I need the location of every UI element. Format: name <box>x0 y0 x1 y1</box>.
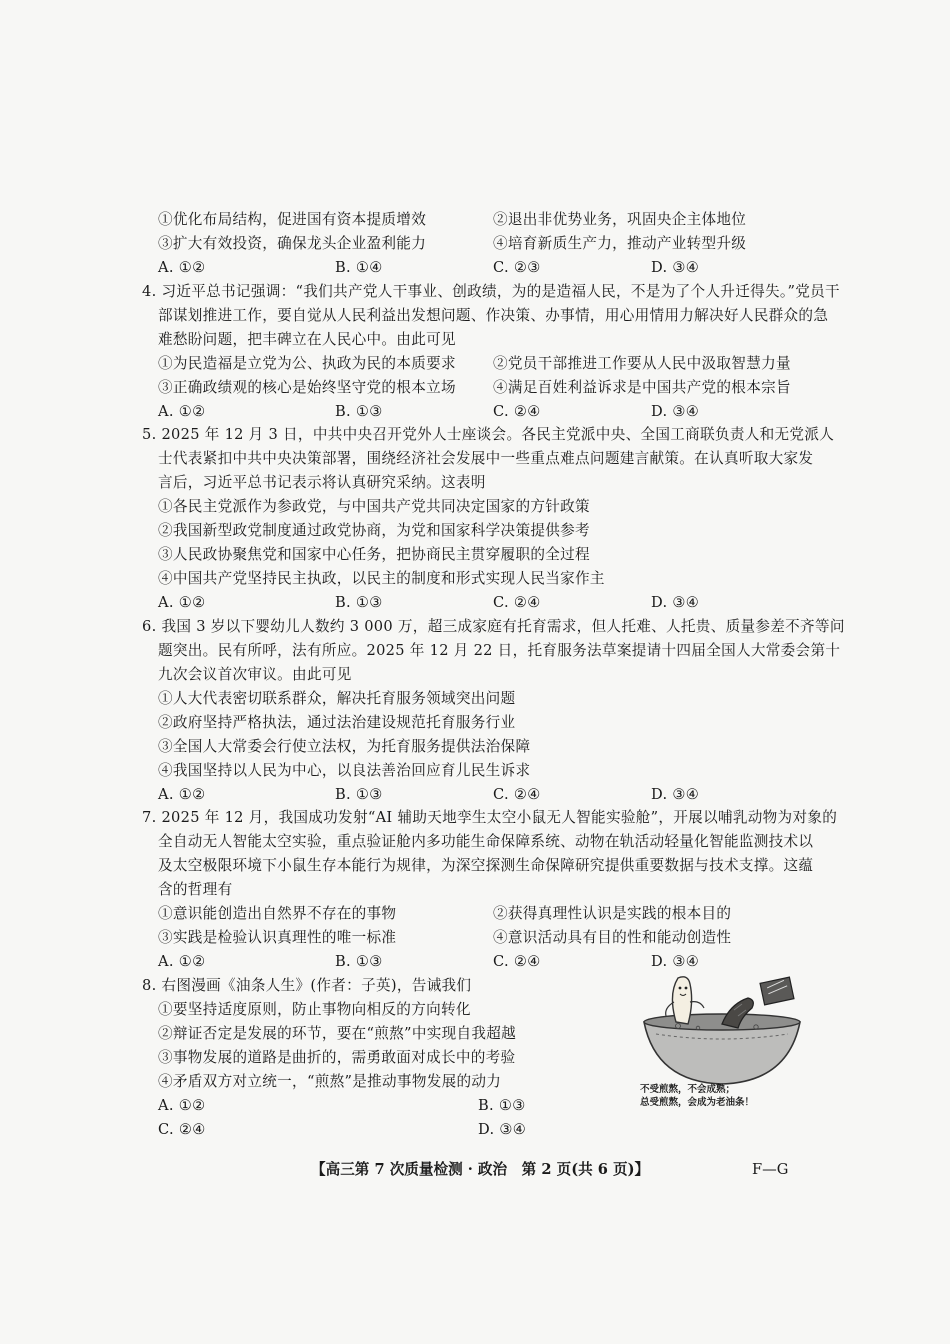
q7-choice-a: A. ①② <box>158 953 206 970</box>
q4-option-3: ③正确政绩观的核心是始终坚守党的根本立场 <box>158 379 456 396</box>
q7-choice-b: B. ①③ <box>335 953 383 970</box>
q4-option-1: ①为民造福是立党为公、执政为民的本质要求 <box>158 355 456 372</box>
q8-option-2: ②辩证否定是发展的环节，要在“煎熬”中实现自我超越 <box>158 1025 517 1042</box>
q4-choice-a: A. ①② <box>158 403 206 420</box>
q5-stem-line-3: 言后，习近平总书记表示将认真研究采纳。这表明 <box>158 474 486 491</box>
footer-code: F—G <box>752 1161 789 1178</box>
q8-option-1: ①要坚持适度原则，防止事物向相反的方向转化 <box>158 1001 471 1018</box>
q7-option-4: ④意识活动具有目的性和能动创造性 <box>493 929 732 946</box>
q7-choice-c: C. ②④ <box>493 953 541 970</box>
q6-stem-line-2: 题突出。民有所呼，法有所应。2025 年 12 月 22 日，托育服务法草案提请十四届全国人大常委会第十 <box>158 642 841 659</box>
q4-stem-line-1: 4. 习近平总书记强调：“我们共产党人干事业、创政绩，为的是造福人民，不是为了个人升迁得失。”党员干 <box>142 283 840 300</box>
q4-option-2: ②党员干部推进工作要从人民中汲取智慧力量 <box>493 355 791 372</box>
q3-choice-d: D. ③④ <box>651 259 700 276</box>
q5-choice-d: D. ③④ <box>651 594 700 611</box>
q7-stem-line-1: 7. 2025 年 12 月，我国成功发射“AI 辅助天地孪生太空小鼠无人智能实验舱”，开展以哺乳动物为对象的 <box>142 809 838 826</box>
q4-choice-b: B. ①③ <box>335 403 383 420</box>
page-footer: 【高三第 7 次质量检测 · 政治 第 2 页(共 6 页)】 <box>311 1161 650 1178</box>
q3-choice-b: B. ①④ <box>335 259 383 276</box>
q4-option-4: ④满足百姓利益诉求是中国共产党的根本宗旨 <box>493 379 791 396</box>
q4-stem-line-3: 难愁盼问题，把丰碑立在人民心中。由此可见 <box>158 331 456 348</box>
q5-option-2: ②我国新型政党制度通过政党协商，为党和国家科学决策提供参考 <box>158 522 590 539</box>
q5-option-4: ④中国共产党坚持民主执政，以民主的制度和形式实现人民当家作主 <box>158 570 605 587</box>
q5-stem-line-2: 士代表紧扣中共中央决策部署，围绕经济社会发展中一些重点难点问题建言献策。在认真听取大家发 <box>158 450 814 467</box>
q5-choice-b: B. ①③ <box>335 594 383 611</box>
q7-option-3: ③实践是检验认识真理性的唯一标准 <box>158 929 397 946</box>
q6-option-3: ③全国人大常委会行使立法权，为托育服务提供法治保障 <box>158 738 531 755</box>
q7-choice-d: D. ③④ <box>651 953 700 970</box>
q5-choice-c: C. ②④ <box>493 594 541 611</box>
q3-option-4: ④培育新质生产力，推动产业转型升级 <box>493 235 747 252</box>
q4-stem-line-2: 部谋划推进工作，要自觉从人民利益出发想问题、作决策、办事情，用心用情用力解决好人民群众的急 <box>158 307 829 324</box>
q7-stem-line-4: 含的哲理有 <box>158 881 233 898</box>
q8-option-3: ③事物发展的道路是曲折的，需勇敢面对成长中的考验 <box>158 1049 516 1066</box>
q3-choice-a: A. ①② <box>158 259 206 276</box>
q7-option-1: ①意识能创造出自然界不存在的事物 <box>158 905 397 922</box>
q7-stem-line-3: 及太空极限环境下小鼠生存本能行为规律，为深空探测生命保障研究提供重要数据与技术支撑。这蕴 <box>158 857 814 874</box>
q4-choice-c: C. ②④ <box>493 403 541 420</box>
q3-option-1: ①优化布局结构，促进国有资本提质增效 <box>158 211 427 228</box>
caption-line-1: 不受煎熬，不会成熟； <box>640 1084 736 1095</box>
q8-choice-d: D. ③④ <box>478 1121 527 1138</box>
q5-stem-line-1: 5. 2025 年 12 月 3 日，中共中央召开党外人士座谈会。各民主党派中央、全国工商联负责人和无党派人 <box>142 426 835 443</box>
q6-stem-line-3: 九次会议首次审议。由此可见 <box>158 666 352 683</box>
q8-choice-b: B. ①③ <box>478 1097 526 1114</box>
q5-option-3: ③人民政协聚焦党和国家中心任务，把协商民主贯穿履职的全过程 <box>158 546 590 563</box>
q8-choice-c: C. ②④ <box>158 1121 206 1138</box>
q5-choice-a: A. ①② <box>158 594 206 611</box>
q3-option-3: ③扩大有效投资，确保龙头企业盈利能力 <box>158 235 427 252</box>
q8-choice-a: A. ①② <box>158 1097 206 1114</box>
caption-line-2: 总受煎熬，会成为老油条！ <box>640 1097 755 1108</box>
q7-stem-line-2: 全自动无人智能太空实验，重点验证舱内多功能生命保障系统、动物在轨活动轻量化智能监测技术以 <box>158 833 814 850</box>
q5-option-1: ①各民主党派作为参政党，与中国共产党共同决定国家的方针政策 <box>158 498 590 515</box>
q4-choice-d: D. ③④ <box>651 403 700 420</box>
q6-option-4: ④我国坚持以人民为中心，以良法善治回应育儿民生诉求 <box>158 762 531 779</box>
q8-option-4: ④矛盾双方对立统一，“煎熬”是推动事物发展的动力 <box>158 1073 502 1090</box>
q6-choice-d: D. ③④ <box>651 786 700 803</box>
q6-choice-a: A. ①② <box>158 786 206 803</box>
cartoon-caption <box>640 1083 810 1109</box>
q8-stem-line-1: 8. 右图漫画《油条人生》(作者：子英)，告诫我们 <box>142 977 472 994</box>
q7-option-2: ②获得真理性认识是实践的根本目的 <box>493 905 732 922</box>
q6-option-2: ②政府坚持严格执法，通过法治建设规范托育服务行业 <box>158 714 516 731</box>
q6-stem-line-1: 6. 我国 3 岁以下婴幼儿人数约 3 000 万，超三成家庭有托育需求，但人托难、人托贵、质量参差不齐等问 <box>142 618 845 635</box>
q6-choice-c: C. ②④ <box>493 786 541 803</box>
q6-choice-b: B. ①③ <box>335 786 383 803</box>
q3-choice-c: C. ②③ <box>493 259 541 276</box>
q3-option-2: ②退出非优势业务，巩固央企主体地位 <box>493 211 747 228</box>
q6-option-1: ①人大代表密切联系群众，解决托育服务领域突出问题 <box>158 690 516 707</box>
